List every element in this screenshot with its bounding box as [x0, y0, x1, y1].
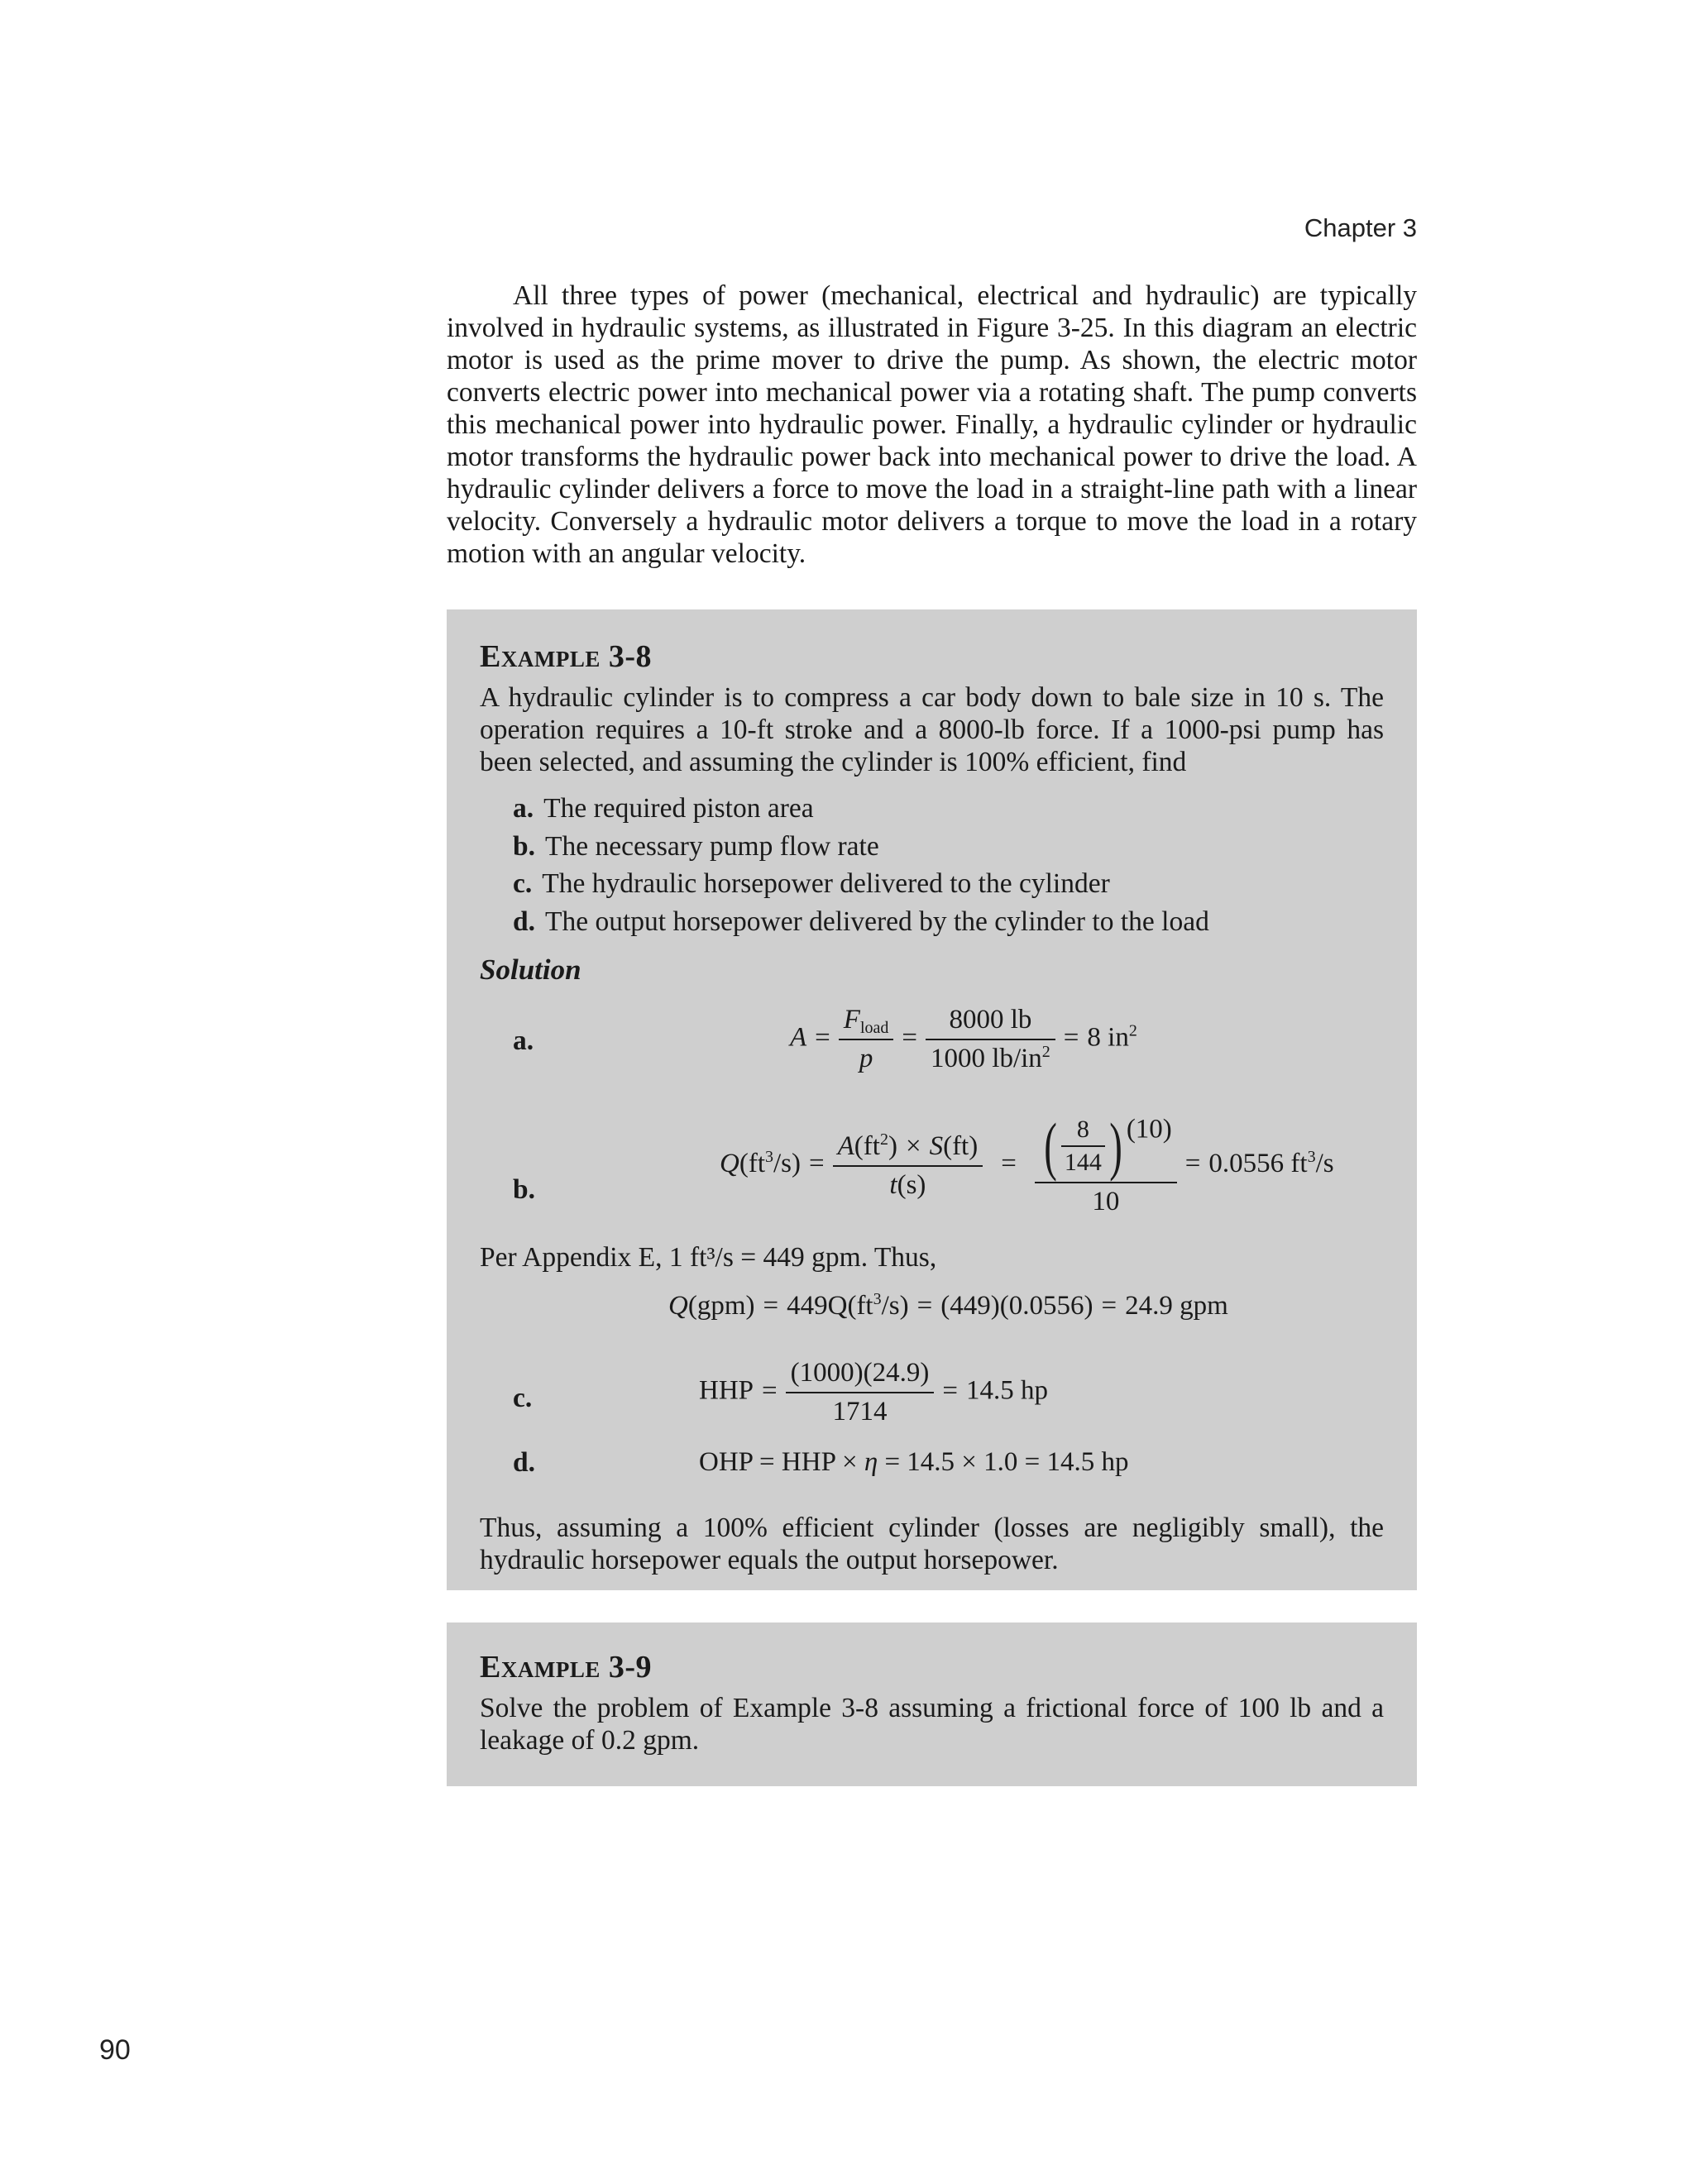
eq-b-den-paren: (s) — [897, 1169, 926, 1200]
eq-a-result-sup: 2 — [1128, 1021, 1137, 1040]
eq-b-num-a-close: ) — [888, 1130, 897, 1161]
eq-a-frac1-sub: load — [859, 1019, 889, 1037]
example-3-9-title — [480, 1649, 652, 1685]
eq-b-inner-frac — [1061, 1116, 1105, 1177]
example-3-8-title — [480, 638, 652, 675]
eq-gpm-mid-close: /s) — [881, 1291, 909, 1321]
equation-gpm: $Q(gpm) = 449Q(ft^3/s) = (449)(0.0556) = 24.9$ gpm — [668, 1290, 1228, 1321]
step-c-label: c. — [513, 1383, 533, 1413]
equation-b: $Q(ft^3/s)$ = $\frac{A(ft^2) \times S(ft)}{t(s)}$ = ( $\frac{8}{144}$ ) (10) 10 = 0.0556 $ft^3/s$ — [720, 1110, 1334, 1216]
eq-b-num-s: S — [929, 1130, 944, 1161]
solution-label: Solution — [480, 953, 581, 986]
eq-b-inner-den: 144 — [1061, 1145, 1105, 1177]
eq-b-lhs-paren: (ft — [739, 1149, 765, 1179]
example-3-9-box — [447, 1622, 1417, 1786]
example-title-number: 3-8 — [608, 639, 652, 674]
eq-b-num-s-paren: (ft) — [943, 1130, 979, 1161]
eq-b-lhs-sup: 3 — [765, 1148, 773, 1167]
list-item — [513, 865, 1209, 903]
eq-a-frac2-den-sup: 2 — [1041, 1043, 1050, 1061]
example-title-prefix: Example — [480, 639, 601, 674]
eq-d-eta: η — [864, 1447, 878, 1477]
step-a-label: a. — [513, 1025, 534, 1056]
eq-b-num-a-sup: 2 — [879, 1130, 888, 1149]
part-text: The hydraulic horsepower delivered to the cylinder — [542, 868, 1110, 899]
step-d-label: d. — [513, 1447, 536, 1478]
eq-gpm-lhs-q: Q — [668, 1291, 688, 1321]
eq-gpm-mid-sup: 3 — [873, 1290, 882, 1308]
eq-b-result: 0.0556 ft — [1208, 1149, 1308, 1179]
eq-a-result: 8 in — [1087, 1022, 1129, 1053]
part-text: The necessary pump flow rate — [545, 830, 879, 862]
eq-b-result-tail: /s — [1315, 1149, 1334, 1179]
eq-gpm-mid: 449Q(ft — [787, 1291, 873, 1321]
eq-b-lhs-q: Q — [720, 1149, 739, 1179]
eq-gpm-product: (449)(0.0556) — [940, 1291, 1093, 1321]
eq-a-frac1 — [839, 1005, 894, 1074]
part-label: d. — [513, 906, 536, 937]
eq-b-frac1 — [833, 1131, 983, 1201]
eq-b-inner-num: 8 — [1076, 1116, 1089, 1143]
example-3-8-conclusion: Thus, assuming a 100% efficient cylinder (losses are negligibly small), the hydraulic horsepower equals the output horsepower. — [480, 1513, 1384, 1575]
list-item — [513, 828, 1209, 866]
list-item — [513, 790, 1209, 828]
eq-b-times: × — [905, 1130, 921, 1161]
eq-c-frac — [786, 1358, 935, 1427]
equation-a: A = $\frac{F_{load}}{p}$ = $\frac{8000 lb}{1000 lb/in^2}$ = 8 $in^2$ — [790, 1005, 1137, 1073]
eq-d-end: = 14.5 × 1.0 = 14.5 hp — [878, 1447, 1129, 1477]
eq-a-frac1-den: p — [839, 1039, 894, 1074]
part-label: a. — [513, 793, 534, 824]
part-label: c. — [513, 868, 533, 899]
example-title-prefix: Example — [480, 1650, 601, 1685]
eq-a-frac2-num: 8000 lb — [949, 1005, 1032, 1035]
eq-b-inner-mult: (10) — [1126, 1114, 1172, 1145]
eq-b-frac2: ( $\frac{8}{144}$ ) (10) 10 — [1035, 1114, 1177, 1217]
eq-a-frac2 — [926, 1005, 1055, 1074]
eq-a-lhs: A — [790, 1022, 807, 1053]
eq-b-result-sup: 3 — [1307, 1148, 1316, 1167]
eq-c-num: (1000)(24.9) — [790, 1358, 930, 1388]
eq-a-frac1-num: F — [843, 1005, 860, 1035]
eq-b-den-t: t — [889, 1169, 897, 1200]
equation-d — [699, 1447, 1129, 1478]
eq-gpm-result: 24.9 gpm — [1125, 1291, 1228, 1321]
eq-d-start: OHP = HHP × — [699, 1447, 864, 1477]
example-3-8-problem: A hydraulic cylinder is to compress a car body down to bale size in 10 s. The operation requires a 10-ft stroke and a 8000-lb force. If a 1000-psi pump has been selected, and assuming the cylinder is 100% efficient, find — [480, 682, 1384, 777]
example-3-8-parts — [513, 790, 1209, 940]
appendix-note: Per Appendix E, 1 ft³/s = 449 gpm. Thus, — [480, 1242, 937, 1273]
part-text: The output horsepower delivered by the cylinder to the load — [545, 906, 1209, 937]
eq-b-num-a: A — [837, 1130, 854, 1161]
eq-a-frac2-den: 1000 lb/in — [931, 1044, 1042, 1073]
example-3-9-problem: Solve the problem of Example 3-8 assuming a frictional force of 100 lb and a leakage of 0.2 gpm. — [480, 1693, 1384, 1756]
part-text: The required piston area — [543, 793, 814, 824]
part-label: b. — [513, 830, 536, 862]
eq-b-frac2-den: 10 — [1035, 1182, 1177, 1217]
example-3-8-box — [447, 609, 1417, 1590]
eq-b-num-a-paren: (ft — [854, 1130, 880, 1161]
step-b-label: b. — [513, 1174, 536, 1205]
intro-paragraph: All three types of power (mechanical, electrical and hydraulic) are typically involved in hydraulic systems, as illustrated in Figure 3-25. In this diagram an electric motor is used as the prime mover to drive the pump. As shown, the electric motor converts electric power into mechanical power via a rotating shaft. The pump converts this mechanical power into hydraulic power. Finally, a hydraulic cylinder or hydraulic motor transforms the hydraulic power back into mechanical power to drive the load. A hydraulic cylinder delivers a force to move the load in a straight-line path with a linear velocity. Conversely a hydraulic motor delivers a torque to move the load in a rotary motion with an angular velocity. — [447, 280, 1417, 569]
eq-b-lhs-close: /s) — [773, 1149, 801, 1179]
list-item — [513, 903, 1209, 941]
equation-c: HHP = $\frac{(1000)(24.9)}{1714}$ = 14.5 hp — [699, 1358, 1048, 1427]
example-title-number: 3-9 — [608, 1650, 652, 1685]
eq-gpm-lhs: (gpm) — [687, 1291, 755, 1321]
eq-c-den: 1714 — [786, 1392, 935, 1427]
eq-c-lhs: HHP — [699, 1375, 754, 1406]
page-number: 90 — [99, 2034, 131, 2066]
chapter-header: Chapter 3 — [1304, 213, 1417, 242]
eq-c-result: 14.5 hp — [966, 1375, 1048, 1406]
